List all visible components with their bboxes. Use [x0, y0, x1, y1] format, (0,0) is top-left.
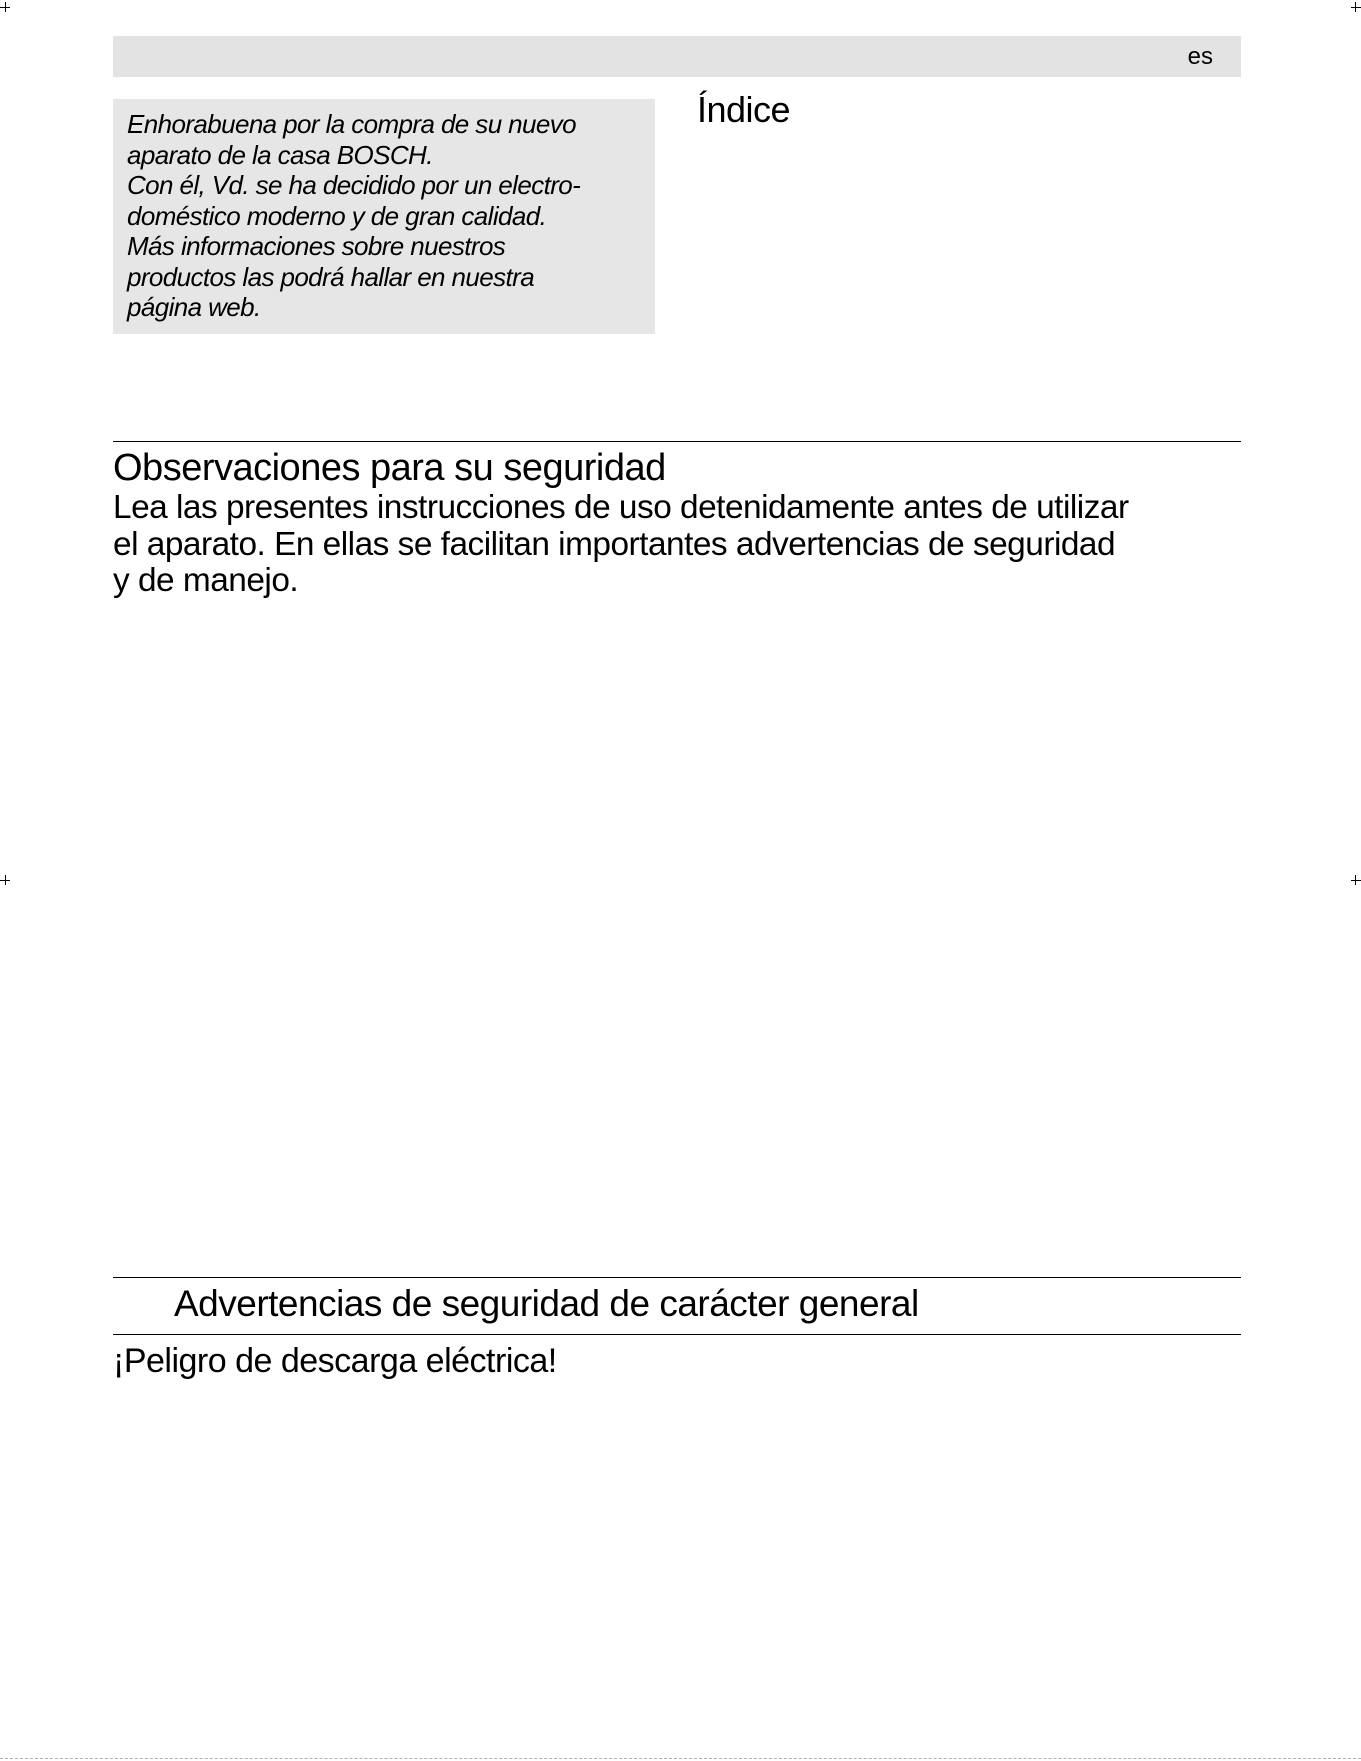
crop-mark	[5, 875, 6, 885]
page-header-bar	[113, 36, 1241, 77]
welcome-line: Más informaciones sobre nuestros	[127, 231, 506, 261]
welcome-line: Con él, Vd. se ha decidido por un electro-	[127, 170, 581, 200]
safety-intro-paragraph	[113, 490, 1248, 600]
subsection-divider-bottom	[113, 1334, 1241, 1335]
intro-line: el aparato. En ellas se facilitan importantes advertencias de seguridad	[113, 525, 1116, 563]
general-warnings-title: Advertencias de seguridad de carácter general	[174, 1283, 919, 1324]
welcome-line: doméstico moderno y de gran calidad.	[127, 200, 547, 231]
subsection-divider-top	[113, 1277, 1241, 1278]
welcome-line: aparato de la casa BOSCH.	[127, 139, 433, 170]
welcome-line: productos las podrá hallar en nuestra	[127, 261, 535, 292]
intro-line: Lea las presentes instrucciones de uso detenidamente antes de utilizar	[113, 489, 1129, 526]
trim-line	[0, 1758, 1361, 1759]
intro-line: y de manejo.	[113, 562, 299, 599]
crop-mark	[1355, 2, 1356, 12]
safety-section-title: Observaciones para su seguridad	[113, 447, 666, 489]
electric-shock-warning-heading: ¡Peligro de descarga eléctrica!	[113, 1342, 557, 1380]
section-divider	[113, 441, 1241, 442]
welcome-line: Enhorabuena por la compra de su nuevo	[127, 109, 577, 139]
language-code: es	[1187, 43, 1213, 70]
crop-mark	[1351, 880, 1361, 881]
crop-mark	[5, 2, 6, 12]
welcome-line: página web.	[127, 292, 261, 322]
index-title: Índice	[697, 89, 791, 130]
crop-mark	[1351, 7, 1361, 8]
welcome-box	[113, 99, 655, 334]
crop-mark	[1355, 875, 1356, 885]
